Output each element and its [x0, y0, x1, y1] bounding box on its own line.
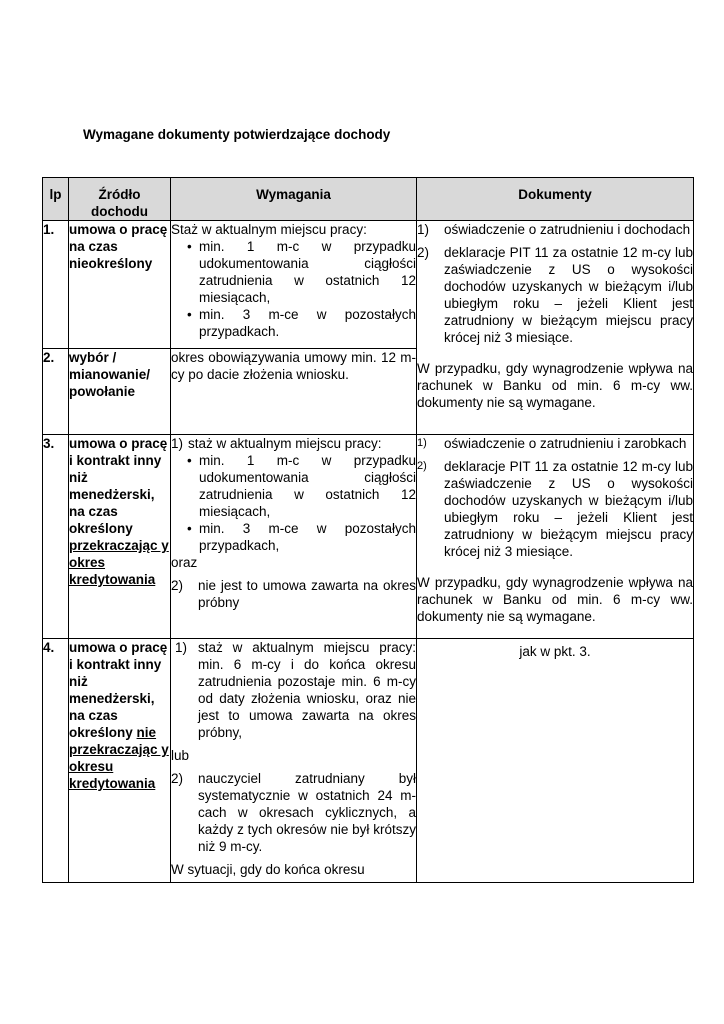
- header-requirements: Wymagania: [171, 178, 417, 221]
- requirement-continuation: W sytuacji, gdy do końca okresu: [171, 862, 365, 877]
- income-source: wybór / mianowanie/ powołanie: [69, 349, 171, 435]
- list-item: • min. 1 m-c w przypadku udokumentowania ciągłości zatrudnienia w ostatnich 12 miesiącach,: [187, 239, 416, 305]
- page-title: Wymagane dokumenty potwierdzające dochody: [83, 127, 391, 142]
- documents-cell: [417, 639, 694, 883]
- documents-table: [42, 177, 694, 883]
- row-number: 1.: [43, 221, 69, 349]
- requirements-cell: [171, 639, 417, 883]
- documents-note: W przypadku, gdy wynagrodzenie wpływa na rachunek w Banku od min. 6 m-cy ww. dokumenty nie są wymagane.: [417, 575, 693, 624]
- bullet-icon: •: [187, 239, 192, 254]
- table-row: [43, 221, 694, 349]
- conjunction-text: oraz: [171, 555, 198, 570]
- income-source: umowa o pracę i kontrakt inny niż menedżerski, na czas określony nie przekraczając y okresu kredytowania: [69, 639, 171, 883]
- list-item: 1) oświadczenie o zatrudnieniu i zarobkach: [417, 436, 687, 451]
- table-row: [43, 639, 694, 883]
- documents-reference: jak w pkt. 3.: [519, 644, 591, 659]
- requirements-cell: [171, 435, 417, 639]
- income-source: umowa o pracę na czas nieokreślony: [69, 221, 171, 349]
- row-number: 4.: [43, 639, 69, 883]
- requirement-intro: Staż w aktualnym miejscu pracy:: [171, 222, 367, 237]
- list-item: 2) deklaracje PIT 11 za ostatnie 12 m-cy lub zaświadczenie z US o wysokości dochodów uzyskanych w bieżącym i/lub ubiegłym roku – jeżeli Klient jest zatrudniony w bieżącym miejscu pracy krócej niż 3 miesiące.: [417, 459, 693, 559]
- bullet-icon: •: [187, 521, 192, 536]
- table-row: [43, 435, 694, 639]
- list-item: • min. 3 m-ce w pozostałych przypadkach.: [187, 307, 416, 339]
- list-item: 2) nauczyciel zatrudniany był systematycznie w ostatnich 24 m-cach w okresach cyklicznych, a każdy z tych okresów nie był krótszy niż 9 m-cy.: [171, 771, 416, 854]
- list-item: 1) staż w aktualnym miejscu pracy: min. 6 m-cy i do końca okresu zatrudnienia pozostaje min. 6 m-cy od daty złożenia wniosku, oraz nie jest to umowa zawarta na okres próbny,: [175, 640, 416, 740]
- documents-note: W przypadku, gdy wynagrodzenie wpływa na rachunek w Banku od min. 6 m-cy ww. dokumenty nie są wymagane.: [417, 361, 693, 410]
- list-item: • min. 3 m-ce w pozostałych przypadkach,: [187, 521, 416, 553]
- header-lp: lp: [43, 178, 69, 221]
- list-item: 2) nie jest to umowa zawarta na okres próbny: [171, 578, 416, 610]
- header-source: Źródło dochodu: [69, 178, 171, 221]
- bullet-icon: •: [187, 453, 192, 468]
- documents-cell: [417, 221, 694, 435]
- bullet-icon: •: [187, 307, 192, 322]
- documents-cell: [417, 435, 694, 639]
- requirements-cell: [171, 221, 417, 349]
- list-item: • min. 1 m-c w przypadku udokumentowania ciągłości zatrudnienia w ostatnich 12 miesiącach,: [187, 453, 416, 519]
- requirements-cell: okres obowiązywania umowy min. 12 m-cy po dacie złożenia wniosku.: [171, 349, 417, 435]
- list-item: 2) deklaracje PIT 11 za ostatnie 12 m-cy lub zaświadczenie z US o wysokości dochodów uzyskanych w bieżącym i/lub ubiegłym roku – jeżeli Klient jest zatrudniony w bieżącym miejscu pracy krócej niż 3 miesiące.: [417, 245, 693, 345]
- income-source: umowa o pracę i kontrakt inny niż menedżerski, na czas określony przekraczając y okres kredytowania: [69, 435, 171, 639]
- conjunction-text: lub: [171, 748, 190, 763]
- header-documents: Dokumenty: [417, 178, 694, 221]
- row-number: 3.: [43, 435, 69, 639]
- row-number: 2.: [43, 349, 69, 435]
- list-item: 1) staż w aktualnym miejscu pracy:: [171, 436, 382, 451]
- list-item: 1) oświadczenie o zatrudnieniu i dochodach: [417, 222, 691, 237]
- table-header-row: [43, 178, 694, 221]
